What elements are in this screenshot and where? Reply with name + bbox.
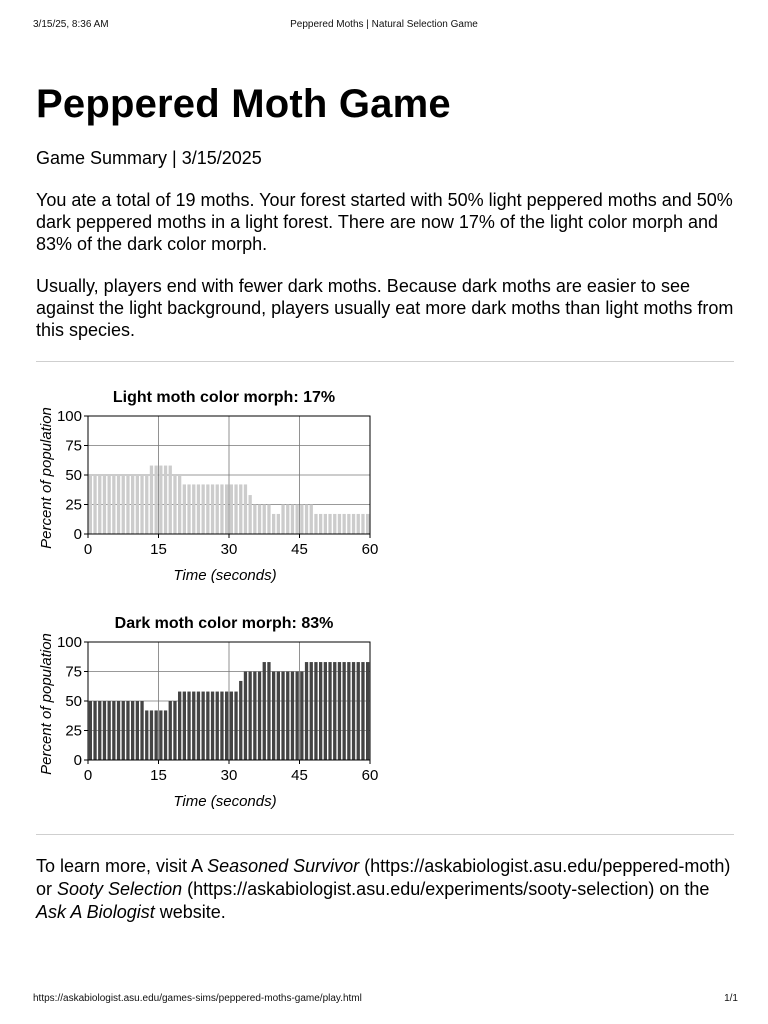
seasoned-survivor-url[interactable]: (https://askabiologist.asu.edu/peppered-moth) or — [36, 856, 731, 899]
print-url: https://askabiologist.asu.edu/games-sims/peppered-moths-game/play.html — [33, 993, 362, 1004]
bar — [202, 484, 205, 534]
bar — [216, 484, 219, 534]
bar — [103, 701, 106, 760]
bar — [305, 662, 308, 760]
bar — [159, 466, 162, 534]
bar — [93, 701, 96, 760]
game-summary-date: Game Summary | 3/15/2025 — [36, 148, 262, 168]
x-tick-label: 0 — [83, 767, 93, 784]
bar — [136, 475, 139, 534]
bar — [333, 514, 336, 534]
bar — [361, 662, 364, 760]
dark-moth-chart — [30, 606, 410, 811]
bar — [244, 672, 247, 761]
bar — [319, 514, 322, 534]
bar — [300, 505, 303, 535]
bar — [117, 701, 120, 760]
bar — [206, 484, 209, 534]
bar — [314, 662, 317, 760]
bar — [253, 672, 256, 761]
bar — [328, 514, 331, 534]
bar — [108, 701, 111, 760]
bar — [286, 672, 289, 761]
bar — [324, 514, 327, 534]
bar — [145, 475, 148, 534]
bar — [122, 475, 125, 534]
bar — [244, 484, 247, 534]
bar — [197, 484, 200, 534]
bar — [258, 505, 261, 535]
bar — [220, 484, 223, 534]
bar — [93, 475, 96, 534]
divider — [36, 834, 734, 835]
bar — [310, 505, 313, 535]
bar — [249, 495, 252, 534]
bar — [328, 662, 331, 760]
bar — [296, 672, 299, 761]
bar — [206, 692, 209, 760]
bar — [126, 475, 129, 534]
bar — [220, 692, 223, 760]
bar — [230, 484, 233, 534]
x-tick-label: 0 — [83, 541, 93, 558]
explanation-paragraph: Usually, players end with fewer dark moths. Because dark moths are easier to see against the light background, players usually eat more dark moths than light moths from this species. — [36, 276, 734, 340]
print-datetime: 3/15/25, 8:36 AM — [33, 19, 109, 30]
x-axis-label: Time (seconds) — [173, 567, 277, 584]
bar — [178, 692, 181, 760]
learn-more-prefix: To learn more, visit A — [36, 856, 208, 876]
x-tick-label: 30 — [220, 767, 238, 784]
bar — [305, 505, 308, 535]
bar — [145, 710, 148, 760]
bar — [352, 514, 355, 534]
bar — [98, 475, 101, 534]
y-axis-label: Percent of population — [38, 407, 55, 549]
bar — [202, 692, 205, 760]
bar — [89, 701, 92, 760]
bar — [140, 701, 143, 760]
bar — [347, 662, 350, 760]
bar — [314, 514, 317, 534]
bar — [140, 475, 143, 534]
bar — [187, 484, 190, 534]
bar — [357, 662, 360, 760]
x-tick-label: 30 — [220, 541, 238, 558]
chart-title: Light moth color morph: 17% — [112, 389, 336, 406]
x-tick-label: 15 — [150, 767, 167, 784]
bar — [164, 710, 167, 760]
bar — [117, 475, 120, 534]
bar — [136, 701, 139, 760]
bar — [234, 484, 237, 534]
light-moth-chart — [30, 380, 410, 585]
bar — [258, 672, 261, 761]
bar — [253, 505, 256, 535]
bar — [126, 701, 129, 760]
bar — [112, 475, 115, 534]
bar — [291, 505, 294, 535]
bar — [291, 672, 294, 761]
bar — [357, 514, 360, 534]
bar — [197, 692, 200, 760]
seasoned-survivor-link[interactable]: Seasoned Survivor — [207, 856, 360, 876]
page-number: 1/1 — [724, 993, 738, 1004]
bar — [112, 701, 115, 760]
bar — [225, 692, 228, 760]
bar — [169, 466, 172, 534]
bar — [333, 662, 336, 760]
bar — [211, 484, 214, 534]
bar — [164, 466, 167, 534]
bar — [296, 505, 299, 535]
bar — [187, 692, 190, 760]
x-axis-label: Time (seconds) — [173, 793, 277, 810]
bar — [366, 662, 369, 760]
bar — [263, 662, 266, 760]
y-tick-label: 25 — [65, 496, 82, 514]
site-name: Ask A Biologist — [36, 902, 155, 922]
bar — [211, 692, 214, 760]
x-tick-label: 60 — [361, 541, 379, 558]
bar — [338, 662, 341, 760]
bar — [225, 484, 228, 534]
result-paragraph: You ate a total of 19 moths. Your forest started with 50% light peppered moths and 50% dark peppered moths in a light forest. There are now 17% of the light color morph and 83% of the dark color morph. — [36, 190, 733, 254]
x-tick-label: 60 — [361, 767, 379, 784]
bar — [183, 692, 186, 760]
y-tick-label: 50 — [65, 693, 82, 710]
y-tick-label: 0 — [73, 752, 82, 769]
chart-title: Dark moth color morph: 83% — [114, 615, 334, 632]
bar — [267, 505, 270, 535]
print-page-title: Peppered Moths | Natural Selection Game — [290, 19, 478, 30]
bar — [263, 505, 266, 535]
bar — [103, 475, 106, 534]
bar — [230, 692, 233, 760]
bar — [281, 672, 284, 761]
bar — [267, 662, 270, 760]
x-tick-label: 45 — [291, 541, 308, 558]
page-title: Peppered Moth Game — [36, 82, 451, 126]
bar — [131, 701, 134, 760]
bar — [239, 681, 242, 760]
bar — [98, 701, 101, 760]
bar — [277, 514, 280, 534]
bar — [352, 662, 355, 760]
bar — [343, 662, 346, 760]
learn-more-paragraph — [36, 855, 736, 924]
bar — [108, 475, 111, 534]
bar — [89, 475, 92, 534]
bar — [338, 514, 341, 534]
bar — [343, 514, 346, 534]
learn-more-suffix: website. — [154, 902, 226, 922]
bar — [310, 662, 313, 760]
bar — [272, 514, 275, 534]
bar — [324, 662, 327, 760]
bar — [131, 475, 134, 534]
bar — [173, 701, 176, 760]
sooty-selection-url[interactable]: (https://askabiologist.asu.edu/experiments/sooty-selection) on the — [182, 879, 710, 899]
bar — [159, 710, 162, 760]
x-tick-label: 15 — [150, 541, 167, 558]
bar — [234, 692, 237, 760]
y-tick-label: 75 — [65, 437, 82, 455]
bar — [239, 484, 242, 534]
sooty-selection-link[interactable]: Sooty Selection — [57, 879, 183, 899]
y-tick-label: 25 — [65, 722, 82, 740]
y-axis-label: Percent of population — [38, 633, 55, 775]
bar — [169, 701, 172, 760]
bar — [192, 484, 195, 534]
bar — [155, 710, 158, 760]
bar — [173, 475, 176, 534]
y-tick-label: 100 — [56, 408, 82, 425]
bar — [249, 672, 252, 761]
y-tick-label: 50 — [65, 467, 82, 484]
bar — [281, 505, 284, 535]
y-tick-label: 75 — [65, 663, 82, 681]
bar — [183, 484, 186, 534]
bar — [286, 505, 289, 535]
bar — [178, 475, 181, 534]
bar — [366, 514, 369, 534]
bar — [216, 692, 219, 760]
x-tick-label: 45 — [291, 767, 308, 784]
y-tick-label: 0 — [73, 526, 82, 543]
bar — [272, 672, 275, 761]
bar — [192, 692, 195, 760]
y-tick-label: 100 — [56, 634, 82, 651]
bar — [300, 672, 303, 761]
divider — [36, 361, 734, 362]
bar — [319, 662, 322, 760]
bar — [122, 701, 125, 760]
bar — [347, 514, 350, 534]
bar — [150, 710, 153, 760]
bar — [150, 466, 153, 534]
bar — [155, 466, 158, 534]
bar — [277, 672, 280, 761]
bar — [361, 514, 364, 534]
